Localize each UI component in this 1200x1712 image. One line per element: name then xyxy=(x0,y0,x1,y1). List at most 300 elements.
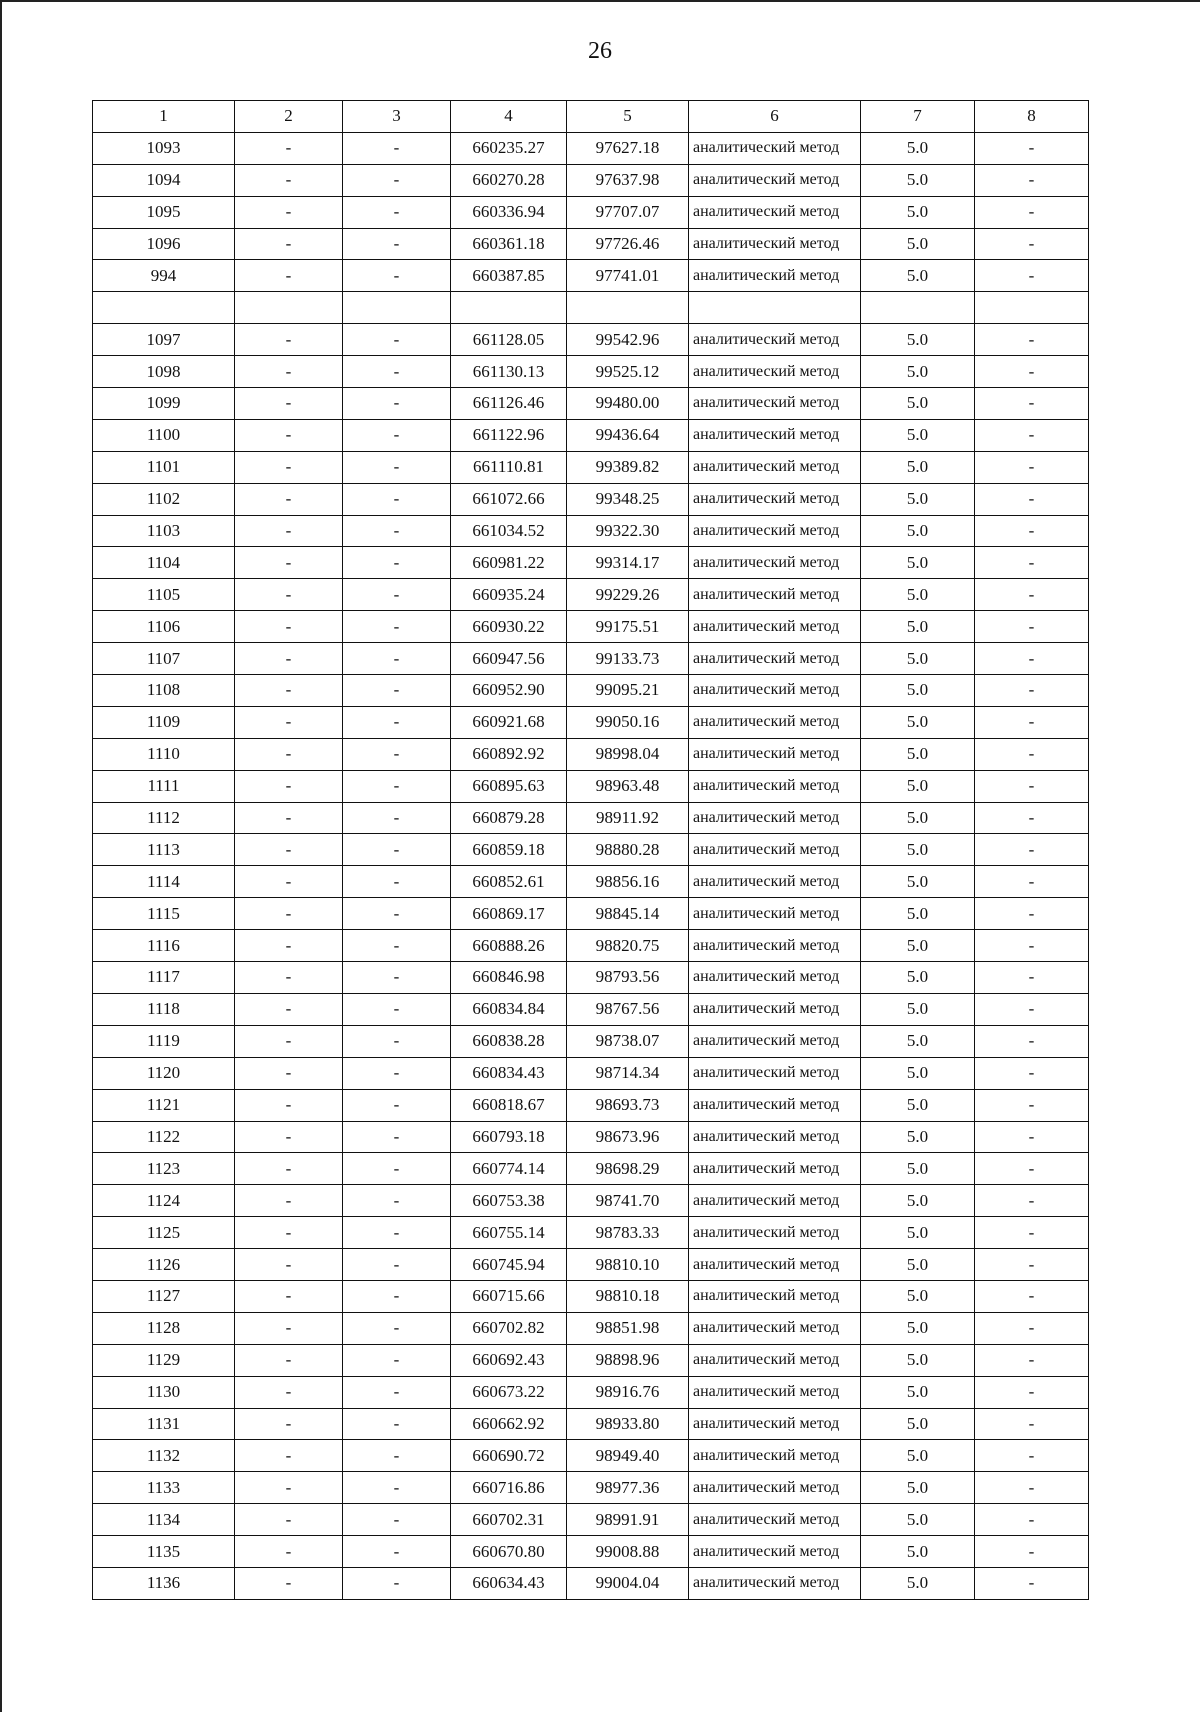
table-cell-col-7: 5.0 xyxy=(861,483,975,515)
table-cell-col-8: - xyxy=(975,611,1089,643)
table-cell-col-3: - xyxy=(343,1312,451,1344)
table-cell-col-5: 98714.34 xyxy=(567,1057,689,1089)
table-cell-col-8: - xyxy=(975,866,1089,898)
table-cell-col-7: 5.0 xyxy=(861,898,975,930)
table-cell-col-6: аналитический метод xyxy=(689,1280,861,1312)
table-cell-col-5: 99348.25 xyxy=(567,483,689,515)
table-cell-col-6: аналитический метод xyxy=(689,1536,861,1568)
table-cell-col-5: 99542.96 xyxy=(567,324,689,356)
table-cell-col-6: аналитический метод xyxy=(689,547,861,579)
table-cell-col-5: 98851.98 xyxy=(567,1312,689,1344)
table-cell-col-1 xyxy=(93,292,235,324)
column-header: 1 xyxy=(93,101,235,133)
table-cell-col-5: 98673.96 xyxy=(567,1121,689,1153)
table-cell-col-3: - xyxy=(343,356,451,388)
table-cell-col-2: - xyxy=(235,1089,343,1121)
table-cell-col-3: - xyxy=(343,643,451,675)
table-cell-col-8: - xyxy=(975,451,1089,483)
table-cell-col-1: 1128 xyxy=(93,1312,235,1344)
table-row xyxy=(93,866,1089,898)
table-row xyxy=(93,802,1089,834)
table-cell-col-2: - xyxy=(235,132,343,164)
table-cell-col-5: 98738.07 xyxy=(567,1025,689,1057)
table-cell-col-1: 1107 xyxy=(93,643,235,675)
table-cell-col-3: - xyxy=(343,930,451,962)
table-cell-col-4: 660838.28 xyxy=(451,1025,567,1057)
table-cell-col-7: 5.0 xyxy=(861,1153,975,1185)
table-cell-col-1: 1111 xyxy=(93,770,235,802)
table-cell-col-7: 5.0 xyxy=(861,228,975,260)
column-header: 8 xyxy=(975,101,1089,133)
table-cell-col-2: - xyxy=(235,1536,343,1568)
table-cell-col-8: - xyxy=(975,1089,1089,1121)
table-cell-col-3: - xyxy=(343,1504,451,1536)
table-cell-col-8: - xyxy=(975,675,1089,707)
page-number: 26 xyxy=(588,38,612,64)
table-cell-col-2: - xyxy=(235,356,343,388)
table-cell-col-4: 660834.84 xyxy=(451,993,567,1025)
table-cell-col-7: 5.0 xyxy=(861,356,975,388)
table-cell-col-8: - xyxy=(975,930,1089,962)
table-cell-col-4: 660952.90 xyxy=(451,675,567,707)
table-cell-col-7: 5.0 xyxy=(861,1089,975,1121)
table-cell-col-3: - xyxy=(343,962,451,994)
table-cell-col-8: - xyxy=(975,1472,1089,1504)
table-cell-col-3: - xyxy=(343,324,451,356)
table-cell-col-3: - xyxy=(343,579,451,611)
table-cell-col-3: - xyxy=(343,1408,451,1440)
table-cell-col-8: - xyxy=(975,132,1089,164)
table-cell-col-3: - xyxy=(343,1376,451,1408)
table-cell-col-1: 1126 xyxy=(93,1249,235,1281)
table-cell-col-6: аналитический метод xyxy=(689,643,861,675)
table-cell-col-7: 5.0 xyxy=(861,962,975,994)
table-cell-col-7: 5.0 xyxy=(861,388,975,420)
table-cell-col-5: 98949.40 xyxy=(567,1440,689,1472)
table-cell-col-6: аналитический метод xyxy=(689,579,861,611)
table-cell-col-3: - xyxy=(343,1280,451,1312)
table-cell-col-1: 1102 xyxy=(93,483,235,515)
table-cell-col-4: 660774.14 xyxy=(451,1153,567,1185)
table-cell-col-6: аналитический метод xyxy=(689,1121,861,1153)
table-cell-col-7: 5.0 xyxy=(861,579,975,611)
table-cell-col-1: 1097 xyxy=(93,324,235,356)
table-cell-col-2: - xyxy=(235,962,343,994)
table-row xyxy=(93,356,1089,388)
table-cell-col-5: 99525.12 xyxy=(567,356,689,388)
column-header: 5 xyxy=(567,101,689,133)
table-cell-col-5: 99480.00 xyxy=(567,388,689,420)
column-header: 6 xyxy=(689,101,861,133)
table-cell-col-5: 98916.76 xyxy=(567,1376,689,1408)
table-row xyxy=(93,1440,1089,1472)
table-cell-col-3: - xyxy=(343,451,451,483)
table-cell-col-7: 5.0 xyxy=(861,866,975,898)
table-cell-col-4: 660716.86 xyxy=(451,1472,567,1504)
table-cell-col-4: 660818.67 xyxy=(451,1089,567,1121)
table-row xyxy=(93,770,1089,802)
table-cell-col-4: 660270.28 xyxy=(451,164,567,196)
table-cell-col-1: 1094 xyxy=(93,164,235,196)
table-cell-col-1: 1125 xyxy=(93,1217,235,1249)
table-cell-col-8: - xyxy=(975,260,1089,292)
table-cell-col-1: 1109 xyxy=(93,706,235,738)
table-cell-col-3: - xyxy=(343,770,451,802)
table-cell-col-5: 98793.56 xyxy=(567,962,689,994)
table-cell-col-3: - xyxy=(343,483,451,515)
table-row xyxy=(93,388,1089,420)
table-cell-col-2: - xyxy=(235,1057,343,1089)
table-cell-col-2: - xyxy=(235,930,343,962)
table-cell-col-4: 660869.17 xyxy=(451,898,567,930)
table-cell-col-3: - xyxy=(343,132,451,164)
table-cell-col-7: 5.0 xyxy=(861,1312,975,1344)
table-cell-col-8: - xyxy=(975,1440,1089,1472)
table-cell-col-5: 99322.30 xyxy=(567,515,689,547)
table-cell-col-8: - xyxy=(975,547,1089,579)
table-cell-col-6 xyxy=(689,292,861,324)
table-cell-col-7: 5.0 xyxy=(861,515,975,547)
table-cell-col-3: - xyxy=(343,1153,451,1185)
table-cell-col-8: - xyxy=(975,164,1089,196)
table-cell-col-1: 1093 xyxy=(93,132,235,164)
table-cell-col-1: 1112 xyxy=(93,802,235,834)
table-row xyxy=(93,611,1089,643)
table-cell-col-4: 660690.72 xyxy=(451,1440,567,1472)
table-cell-col-8: - xyxy=(975,388,1089,420)
scan-edge-top xyxy=(0,0,1200,2)
table-cell-col-6: аналитический метод xyxy=(689,164,861,196)
table-row xyxy=(93,483,1089,515)
table-cell-col-4: 660361.18 xyxy=(451,228,567,260)
table-cell-col-7: 5.0 xyxy=(861,1249,975,1281)
table-cell-col-5: 98963.48 xyxy=(567,770,689,802)
table-cell-col-6: аналитический метод xyxy=(689,1504,861,1536)
table-cell-col-3: - xyxy=(343,388,451,420)
table-cell-col-8: - xyxy=(975,1025,1089,1057)
scan-edge-left xyxy=(0,0,2,1712)
table-row xyxy=(93,993,1089,1025)
table-cell-col-7: 5.0 xyxy=(861,834,975,866)
table-cell-col-1: 1106 xyxy=(93,611,235,643)
table-cell-col-5: 98767.56 xyxy=(567,993,689,1025)
table-cell-col-4: 661072.66 xyxy=(451,483,567,515)
table-cell-col-6: аналитический метод xyxy=(689,388,861,420)
table-cell-col-5: 98810.18 xyxy=(567,1280,689,1312)
table-row xyxy=(93,419,1089,451)
table-cell-col-1: 1122 xyxy=(93,1121,235,1153)
table-cell-col-5: 98933.80 xyxy=(567,1408,689,1440)
table-row xyxy=(93,196,1089,228)
table-cell-col-1: 1124 xyxy=(93,1185,235,1217)
table-cell-col-2: - xyxy=(235,483,343,515)
table-cell-col-7: 5.0 xyxy=(861,1057,975,1089)
table-cell-col-5: 98911.92 xyxy=(567,802,689,834)
table-cell-col-1: 1132 xyxy=(93,1440,235,1472)
table-cell-col-2: - xyxy=(235,324,343,356)
table-cell-col-1: 1121 xyxy=(93,1089,235,1121)
table-cell-col-6: аналитический метод xyxy=(689,770,861,802)
table-cell-col-5: 99436.64 xyxy=(567,419,689,451)
table-cell-col-8: - xyxy=(975,356,1089,388)
table-cell-col-2: - xyxy=(235,1312,343,1344)
table-cell-col-6: аналитический метод xyxy=(689,515,861,547)
table-cell-col-6: аналитический метод xyxy=(689,1472,861,1504)
table-cell-col-7: 5.0 xyxy=(861,611,975,643)
table-cell-col-7: 5.0 xyxy=(861,1280,975,1312)
table-cell-col-5: 99229.26 xyxy=(567,579,689,611)
table-row xyxy=(93,1536,1089,1568)
table-cell-col-8: - xyxy=(975,738,1089,770)
table-row xyxy=(93,1153,1089,1185)
table-cell-col-5: 98880.28 xyxy=(567,834,689,866)
table-row xyxy=(93,962,1089,994)
table-cell-col-6: аналитический метод xyxy=(689,419,861,451)
table-cell-col-7: 5.0 xyxy=(861,1408,975,1440)
table-cell-col-6: аналитический метод xyxy=(689,132,861,164)
table-row xyxy=(93,1025,1089,1057)
table-cell-col-7: 5.0 xyxy=(861,1217,975,1249)
table-cell-col-3: - xyxy=(343,1025,451,1057)
table-row xyxy=(93,1472,1089,1504)
table-cell-col-6: аналитический метод xyxy=(689,834,861,866)
table-cell-col-3: - xyxy=(343,196,451,228)
table-cell-col-2: - xyxy=(235,1121,343,1153)
table-cell-col-7: 5.0 xyxy=(861,643,975,675)
table-cell-col-7: 5.0 xyxy=(861,260,975,292)
table-cell-col-4: 661034.52 xyxy=(451,515,567,547)
table-cell-col-2: - xyxy=(235,451,343,483)
table-cell-col-6: аналитический метод xyxy=(689,1249,861,1281)
table-cell-col-2: - xyxy=(235,260,343,292)
table-row xyxy=(93,1249,1089,1281)
table-cell-col-2: - xyxy=(235,802,343,834)
table-cell-col-4: 661128.05 xyxy=(451,324,567,356)
table-cell-col-2: - xyxy=(235,1153,343,1185)
table-cell-col-6: аналитический метод xyxy=(689,228,861,260)
coordinates-table xyxy=(92,100,1089,1600)
table-cell-col-3: - xyxy=(343,515,451,547)
table-row xyxy=(93,579,1089,611)
table-cell-col-7: 5.0 xyxy=(861,1440,975,1472)
table-cell-col-4: 660662.92 xyxy=(451,1408,567,1440)
table-cell-col-4: 660753.38 xyxy=(451,1185,567,1217)
table-cell-col-2: - xyxy=(235,834,343,866)
table-cell-col-6: аналитический метод xyxy=(689,1185,861,1217)
table-row xyxy=(93,1376,1089,1408)
table-cell-col-2: - xyxy=(235,738,343,770)
table-cell-col-3 xyxy=(343,292,451,324)
table-cell-col-3: - xyxy=(343,706,451,738)
table-row xyxy=(93,1567,1089,1599)
table-cell-col-2: - xyxy=(235,898,343,930)
table-cell-col-5: 99175.51 xyxy=(567,611,689,643)
table-cell-col-3: - xyxy=(343,419,451,451)
column-header: 3 xyxy=(343,101,451,133)
table-cell-col-4: 660745.94 xyxy=(451,1249,567,1281)
table-cell-col-8: - xyxy=(975,898,1089,930)
table-cell-col-7: 5.0 xyxy=(861,675,975,707)
table-cell-col-1: 1123 xyxy=(93,1153,235,1185)
table-row xyxy=(93,324,1089,356)
table-cell-col-7: 5.0 xyxy=(861,1376,975,1408)
table-cell-col-4: 660888.26 xyxy=(451,930,567,962)
table-row xyxy=(93,1408,1089,1440)
table-cell-col-6: аналитический метод xyxy=(689,706,861,738)
table-cell-col-1: 1104 xyxy=(93,547,235,579)
table-cell-col-5: 99133.73 xyxy=(567,643,689,675)
table-cell-col-1: 1116 xyxy=(93,930,235,962)
table-cell-col-2: - xyxy=(235,1408,343,1440)
table-row xyxy=(93,1280,1089,1312)
table-cell-col-1: 1095 xyxy=(93,196,235,228)
table-cell-col-7: 5.0 xyxy=(861,993,975,1025)
table-cell-col-8: - xyxy=(975,1185,1089,1217)
table-cell-col-1: 1103 xyxy=(93,515,235,547)
table-cell-col-6: аналитический метод xyxy=(689,993,861,1025)
table-cell-col-5: 99095.21 xyxy=(567,675,689,707)
table-cell-col-8: - xyxy=(975,1408,1089,1440)
table-row xyxy=(93,930,1089,962)
table-cell-col-1: 1119 xyxy=(93,1025,235,1057)
table-cell-col-1: 1127 xyxy=(93,1280,235,1312)
table-cell-col-3: - xyxy=(343,1217,451,1249)
table-cell-col-1: 1114 xyxy=(93,866,235,898)
table-cell-col-2 xyxy=(235,292,343,324)
table-cell-col-2: - xyxy=(235,228,343,260)
table-cell-col-8: - xyxy=(975,993,1089,1025)
table-cell-col-7: 5.0 xyxy=(861,164,975,196)
table-cell-col-5: 98898.96 xyxy=(567,1344,689,1376)
table-cell-col-1: 1113 xyxy=(93,834,235,866)
table-cell-col-5: 98783.33 xyxy=(567,1217,689,1249)
table-cell-col-4: 661110.81 xyxy=(451,451,567,483)
table-cell-col-7: 5.0 xyxy=(861,738,975,770)
table-cell-col-5: 98698.29 xyxy=(567,1153,689,1185)
table-cell-col-5: 98741.70 xyxy=(567,1185,689,1217)
table-cell-col-1: 1129 xyxy=(93,1344,235,1376)
table-cell-col-7: 5.0 xyxy=(861,547,975,579)
table-row xyxy=(93,675,1089,707)
table-cell-col-2: - xyxy=(235,866,343,898)
table-cell-col-2: - xyxy=(235,1472,343,1504)
table-body xyxy=(93,132,1089,1599)
table-cell-col-5: 99389.82 xyxy=(567,451,689,483)
table-cell-col-5: 97637.98 xyxy=(567,164,689,196)
table-cell-col-7: 5.0 xyxy=(861,1536,975,1568)
table-cell-col-4: 660336.94 xyxy=(451,196,567,228)
table-cell-col-6: аналитический метод xyxy=(689,356,861,388)
table-cell-col-8: - xyxy=(975,1312,1089,1344)
table-cell-col-1: 1130 xyxy=(93,1376,235,1408)
table-cell-col-1: 1110 xyxy=(93,738,235,770)
table-cell-col-8: - xyxy=(975,419,1089,451)
table-cell-col-4: 660702.31 xyxy=(451,1504,567,1536)
table-cell-col-8: - xyxy=(975,228,1089,260)
table-cell-col-7: 5.0 xyxy=(861,1472,975,1504)
table-cell-col-2: - xyxy=(235,643,343,675)
table-cell-col-3: - xyxy=(343,1344,451,1376)
table-cell-col-3: - xyxy=(343,866,451,898)
table-cell-col-4: 660387.85 xyxy=(451,260,567,292)
table-cell-col-4: 660670.80 xyxy=(451,1536,567,1568)
table-cell-col-2: - xyxy=(235,547,343,579)
table-row-separator xyxy=(93,292,1089,324)
table-cell-col-4: 660673.22 xyxy=(451,1376,567,1408)
table-cell-col-2: - xyxy=(235,1440,343,1472)
table-cell-col-4: 660846.98 xyxy=(451,962,567,994)
table-cell-col-3: - xyxy=(343,260,451,292)
table-row xyxy=(93,1344,1089,1376)
table-cell-col-8: - xyxy=(975,1217,1089,1249)
table-cell-col-4: 660981.22 xyxy=(451,547,567,579)
table-cell-col-8: - xyxy=(975,1280,1089,1312)
table-cell-col-3: - xyxy=(343,1536,451,1568)
table-cell-col-6: аналитический метод xyxy=(689,1376,861,1408)
table-cell-col-7: 5.0 xyxy=(861,770,975,802)
table-cell-col-6: аналитический метод xyxy=(689,1153,861,1185)
table-cell-col-2: - xyxy=(235,1025,343,1057)
table-cell-col-3: - xyxy=(343,898,451,930)
table-cell-col-6: аналитический метод xyxy=(689,1344,861,1376)
table-row xyxy=(93,515,1089,547)
table-cell-col-1: 1135 xyxy=(93,1536,235,1568)
table-cell-col-1: 1099 xyxy=(93,388,235,420)
table-row xyxy=(93,1312,1089,1344)
table-cell-col-1: 1108 xyxy=(93,675,235,707)
table-cell-col-8: - xyxy=(975,834,1089,866)
table-cell-col-3: - xyxy=(343,738,451,770)
table-cell-col-7: 5.0 xyxy=(861,451,975,483)
table-cell-col-4: 660755.14 xyxy=(451,1217,567,1249)
table-row xyxy=(93,1089,1089,1121)
table-cell-col-2: - xyxy=(235,993,343,1025)
table-cell-col-8: - xyxy=(975,196,1089,228)
table-cell-col-6: аналитический метод xyxy=(689,962,861,994)
table-row xyxy=(93,898,1089,930)
table-cell-col-7: 5.0 xyxy=(861,930,975,962)
table-row xyxy=(93,451,1089,483)
table-cell-col-6: аналитический метод xyxy=(689,196,861,228)
table-cell-col-2: - xyxy=(235,1280,343,1312)
table-cell-col-1: 1133 xyxy=(93,1472,235,1504)
table-cell-col-4: 660895.63 xyxy=(451,770,567,802)
table-cell-col-8: - xyxy=(975,1536,1089,1568)
table-cell-col-6: аналитический метод xyxy=(689,1057,861,1089)
table-cell-col-5: 99314.17 xyxy=(567,547,689,579)
table-cell-col-1: 1131 xyxy=(93,1408,235,1440)
table-row xyxy=(93,164,1089,196)
table-cell-col-5: 98856.16 xyxy=(567,866,689,898)
table-cell-col-1: 1100 xyxy=(93,419,235,451)
table-cell-col-2: - xyxy=(235,675,343,707)
table-cell-col-4: 660634.43 xyxy=(451,1567,567,1599)
table-cell-col-4: 661122.96 xyxy=(451,419,567,451)
table-cell-col-5: 98998.04 xyxy=(567,738,689,770)
table-cell-col-7: 5.0 xyxy=(861,132,975,164)
table-cell-col-4: 660793.18 xyxy=(451,1121,567,1153)
table-cell-col-5: 98693.73 xyxy=(567,1089,689,1121)
table-cell-col-2: - xyxy=(235,1567,343,1599)
column-header: 4 xyxy=(451,101,567,133)
table-cell-col-8: - xyxy=(975,1121,1089,1153)
table-cell-col-2: - xyxy=(235,706,343,738)
table-cell-col-2: - xyxy=(235,1185,343,1217)
table-cell-col-6: аналитический метод xyxy=(689,930,861,962)
table-cell-col-5: 98845.14 xyxy=(567,898,689,930)
table-cell-col-6: аналитический метод xyxy=(689,898,861,930)
table-row xyxy=(93,834,1089,866)
